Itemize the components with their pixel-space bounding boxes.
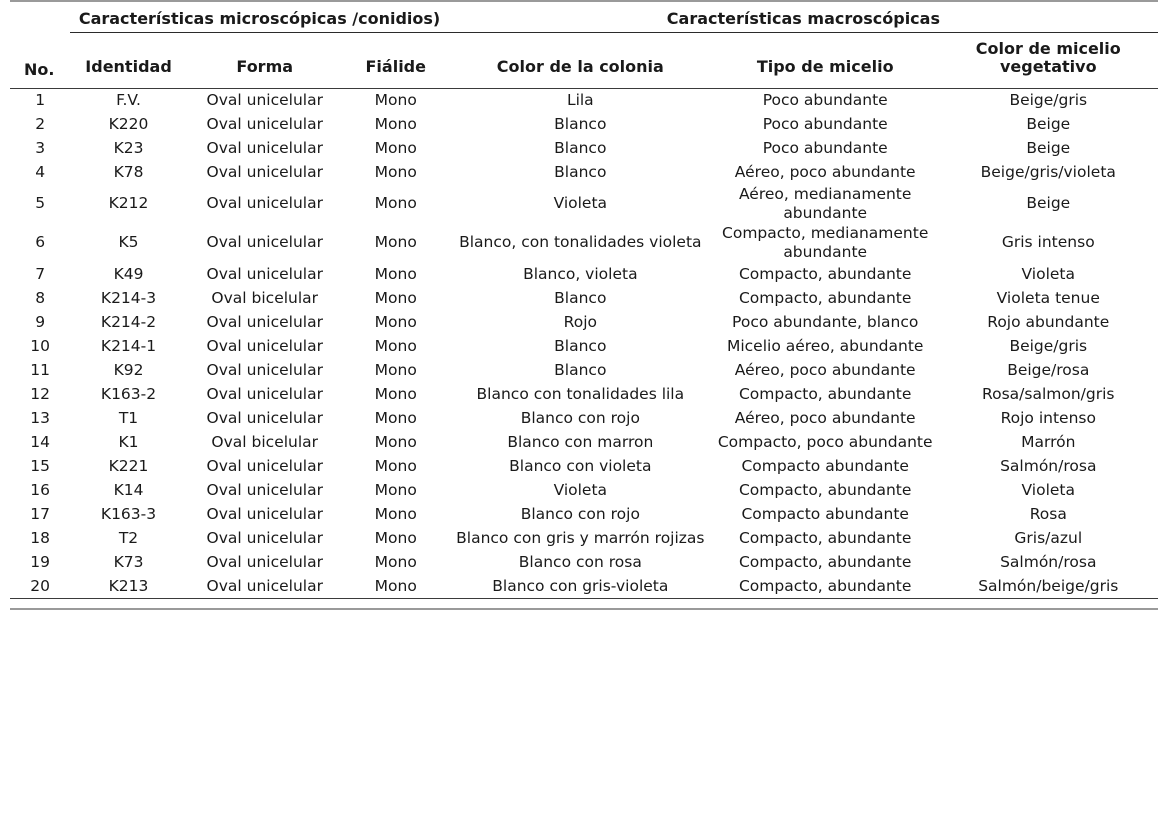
cell-color-micelio: Beige/rosa <box>1007 360 1090 379</box>
cell-identidad: T1 <box>118 408 139 427</box>
table-row <box>10 185 1158 224</box>
cell-tipo-micelio: Compacto, abundante <box>738 552 912 571</box>
cell-forma: Oval unicelular <box>206 456 323 475</box>
cell-tipo-micelio: Aéreo, poco abundante <box>734 408 916 427</box>
cell-color-micelio: Gris intenso <box>1001 233 1095 252</box>
cell-tipo-micelio: Compacto, poco abundante <box>717 432 933 451</box>
cell-color-colonia: Blanco <box>554 336 607 355</box>
cell-fialide: Mono <box>374 162 417 181</box>
cell-fialide: Mono <box>374 504 417 523</box>
cell-color-colonia: Blanco con rojo <box>520 408 640 427</box>
cell-tipo-micelio: Aéreo, medianamente abundante <box>738 184 912 223</box>
cell-tipo-micelio: Compacto, abundante <box>738 480 912 499</box>
table-row <box>10 406 1158 430</box>
cell-tipo-micelio: Compacto, abundante <box>738 384 912 403</box>
column-header-row <box>10 33 1158 83</box>
cell-identidad: K214-1 <box>100 336 157 355</box>
table-row <box>10 334 1158 358</box>
cell-forma: Oval unicelular <box>206 360 323 379</box>
cell-no: 14 <box>30 432 51 451</box>
cell-color-colonia: Lila <box>566 90 594 109</box>
cell-fialide: Mono <box>374 456 417 475</box>
table-row <box>10 502 1158 526</box>
cell-identidad: K220 <box>108 114 149 133</box>
cell-color-micelio: Salmón/rosa <box>1000 456 1097 475</box>
cell-tipo-micelio: Compacto, abundante <box>738 288 912 307</box>
cell-identidad: K163-3 <box>100 504 157 523</box>
table-row <box>10 113 1158 137</box>
group-header-row <box>10 10 1158 33</box>
cell-no: 1 <box>35 90 46 109</box>
cell-fialide: Mono <box>374 264 417 283</box>
cell-fialide: Mono <box>374 90 417 109</box>
cell-no: 2 <box>35 114 46 133</box>
cell-color-micelio: Salmón/rosa <box>1000 552 1097 571</box>
cell-color-colonia: Blanco <box>554 360 607 379</box>
cell-identidad: K14 <box>113 480 144 499</box>
cell-no: 11 <box>30 360 51 379</box>
table-row <box>10 262 1158 286</box>
column-header-tipo-micelio: Tipo de micelio <box>756 57 894 77</box>
column-header-color-colonia: Color de la colonia <box>496 57 664 77</box>
table-row <box>10 137 1158 161</box>
column-header-identidad: Identidad <box>85 57 172 77</box>
table-row <box>10 574 1158 599</box>
cell-identidad: K213 <box>108 576 149 595</box>
cell-identidad: K49 <box>113 264 144 283</box>
cell-forma: Oval unicelular <box>206 504 323 523</box>
cell-no: 15 <box>30 456 51 475</box>
cell-color-colonia: Blanco con marron <box>507 432 654 451</box>
table-row <box>10 526 1158 550</box>
cell-color-colonia: Blanco <box>554 114 607 133</box>
cell-forma: Oval unicelular <box>206 576 323 595</box>
cell-color-micelio: Rojo abundante <box>987 312 1110 331</box>
cell-fialide: Mono <box>374 528 417 547</box>
table-header <box>10 1 1158 88</box>
table-row <box>10 286 1158 310</box>
group-header-macroscopic: Características macroscópicas <box>449 10 1158 33</box>
cell-color-colonia: Blanco <box>554 162 607 181</box>
cell-identidad: K73 <box>113 552 144 571</box>
table-row <box>10 478 1158 502</box>
cell-tipo-micelio: Aéreo, poco abundante <box>734 360 916 379</box>
cell-identidad: K214-2 <box>100 312 157 331</box>
cell-fialide: Mono <box>374 114 417 133</box>
cell-tipo-micelio: Compacto, abundante <box>738 264 912 283</box>
cell-identidad: K212 <box>108 194 149 213</box>
cell-forma: Oval unicelular <box>206 114 323 133</box>
cell-fialide: Mono <box>374 432 417 451</box>
table-row <box>10 88 1158 113</box>
cell-color-colonia: Blanco <box>554 138 607 157</box>
table-row <box>10 454 1158 478</box>
cell-fialide: Mono <box>374 138 417 157</box>
cell-tipo-micelio: Poco abundante <box>762 114 888 133</box>
cell-forma: Oval unicelular <box>206 264 323 283</box>
cell-fialide: Mono <box>374 288 417 307</box>
cell-color-micelio: Salmón/beige/gris <box>978 576 1119 595</box>
cell-color-micelio: Rosa/salmon/gris <box>982 384 1115 403</box>
cell-identidad: K92 <box>113 360 144 379</box>
cell-color-colonia: Blanco con rojo <box>520 504 640 523</box>
cell-tipo-micelio: Poco abundante, blanco <box>732 312 919 331</box>
cell-color-colonia: Violeta <box>553 194 608 213</box>
cell-fialide: Mono <box>374 336 417 355</box>
column-header-color-micelio-vegetativo: Color de micelio vegetativo <box>975 39 1121 77</box>
column-header-fialide: Fiálide <box>365 57 426 77</box>
cell-forma: Oval unicelular <box>206 162 323 181</box>
cell-forma: Oval bicelular <box>211 288 319 307</box>
cell-no: 8 <box>35 288 46 307</box>
cell-forma: Oval unicelular <box>206 528 323 547</box>
cell-color-micelio: Beige/gris/violeta <box>980 162 1116 181</box>
cell-color-micelio: Violeta <box>1021 264 1076 283</box>
cell-no: 20 <box>30 576 51 595</box>
cell-fialide: Mono <box>374 576 417 595</box>
cell-no: 12 <box>30 384 51 403</box>
cell-no: 17 <box>30 504 51 523</box>
cell-color-colonia: Blanco con violeta <box>509 456 652 475</box>
table-footer <box>10 599 1158 610</box>
cell-forma: Oval unicelular <box>206 336 323 355</box>
cell-no: 5 <box>35 194 46 213</box>
cell-tipo-micelio: Poco abundante <box>762 90 888 109</box>
cell-no: 3 <box>35 138 46 157</box>
cell-tipo-micelio: Poco abundante <box>762 138 888 157</box>
cell-identidad: K5 <box>118 233 139 252</box>
cell-identidad: K221 <box>108 456 149 475</box>
table-row <box>10 310 1158 334</box>
cell-identidad: K23 <box>113 138 144 157</box>
cell-no: 10 <box>30 336 51 355</box>
column-header-no: No. <box>24 60 55 80</box>
cell-color-colonia: Blanco, con tonalidades violeta <box>459 233 702 252</box>
cell-forma: Oval unicelular <box>206 408 323 427</box>
table-row <box>10 161 1158 185</box>
cell-color-colonia: Blanco con gris y marrón rojizas <box>456 528 705 547</box>
cell-forma: Oval unicelular <box>206 194 323 213</box>
cell-fialide: Mono <box>374 552 417 571</box>
table-row <box>10 550 1158 574</box>
cell-tipo-micelio: Micelio aéreo, abundante <box>726 336 924 355</box>
cell-color-micelio: Beige/gris <box>1009 336 1088 355</box>
cell-no: 9 <box>35 312 46 331</box>
cell-no: 6 <box>35 233 46 252</box>
cell-color-micelio: Rosa <box>1029 504 1067 523</box>
isolates-characterization-table <box>10 0 1158 610</box>
cell-no: 18 <box>30 528 51 547</box>
cell-no: 4 <box>35 162 46 181</box>
cell-color-micelio: Violeta <box>1021 480 1076 499</box>
cell-color-micelio: Beige/gris <box>1009 90 1088 109</box>
cell-identidad: K1 <box>118 432 139 451</box>
group-header-microscopic: Características microscópicas /conidios) <box>70 10 448 33</box>
bottom-rule-row <box>10 599 1158 610</box>
cell-tipo-micelio: Compacto abundante <box>741 504 909 523</box>
cell-forma: Oval unicelular <box>206 90 323 109</box>
cell-identidad: F.V. <box>116 90 141 109</box>
cell-tipo-micelio: Compacto abundante <box>741 456 909 475</box>
column-header-forma: Forma <box>236 57 294 77</box>
cell-color-micelio: Beige <box>1026 194 1071 213</box>
cell-no: 16 <box>30 480 51 499</box>
cell-color-colonia: Blanco, violeta <box>523 264 638 283</box>
cell-tipo-micelio: Aéreo, poco abundante <box>734 162 916 181</box>
cell-forma: Oval unicelular <box>206 233 323 252</box>
cell-fialide: Mono <box>374 312 417 331</box>
cell-color-micelio: Violeta tenue <box>996 288 1100 307</box>
cell-forma: Oval bicelular <box>211 432 319 451</box>
cell-forma: Oval unicelular <box>206 552 323 571</box>
cell-no: 7 <box>35 264 46 283</box>
bottom-rule <box>10 599 1158 610</box>
cell-color-micelio: Rojo intenso <box>1000 408 1096 427</box>
table-body <box>10 88 1158 599</box>
cell-identidad: K78 <box>113 162 144 181</box>
table-row <box>10 224 1158 263</box>
cell-no: 19 <box>30 552 51 571</box>
cell-fialide: Mono <box>374 480 417 499</box>
cell-identidad: K214-3 <box>100 288 157 307</box>
table-row <box>10 430 1158 454</box>
cell-color-micelio: Beige <box>1026 138 1071 157</box>
cell-forma: Oval unicelular <box>206 312 323 331</box>
cell-color-colonia: Rojo <box>563 312 597 331</box>
cell-color-micelio: Marrón <box>1021 432 1076 451</box>
cell-identidad: T2 <box>118 528 139 547</box>
cell-color-micelio: Gris/azul <box>1014 528 1083 547</box>
cell-fialide: Mono <box>374 408 417 427</box>
cell-color-colonia: Blanco con gris-violeta <box>492 576 669 595</box>
cell-forma: Oval unicelular <box>206 138 323 157</box>
cell-forma: Oval unicelular <box>206 480 323 499</box>
cell-no: 13 <box>30 408 51 427</box>
cell-identidad: K163-2 <box>100 384 157 403</box>
cell-fialide: Mono <box>374 384 417 403</box>
table-row <box>10 382 1158 406</box>
cell-tipo-micelio: Compacto, abundante <box>738 528 912 547</box>
table-row <box>10 358 1158 382</box>
cell-color-colonia: Blanco <box>554 288 607 307</box>
cell-tipo-micelio: Compacto, medianamente abundante <box>722 223 929 262</box>
cell-fialide: Mono <box>374 194 417 213</box>
cell-color-colonia: Blanco con tonalidades lila <box>476 384 685 403</box>
cell-color-micelio: Beige <box>1026 114 1071 133</box>
cell-fialide: Mono <box>374 360 417 379</box>
cell-fialide: Mono <box>374 233 417 252</box>
cell-color-colonia: Blanco con rosa <box>518 552 642 571</box>
cell-tipo-micelio: Compacto, abundante <box>738 576 912 595</box>
cell-forma: Oval unicelular <box>206 384 323 403</box>
cell-color-colonia: Violeta <box>553 480 608 499</box>
